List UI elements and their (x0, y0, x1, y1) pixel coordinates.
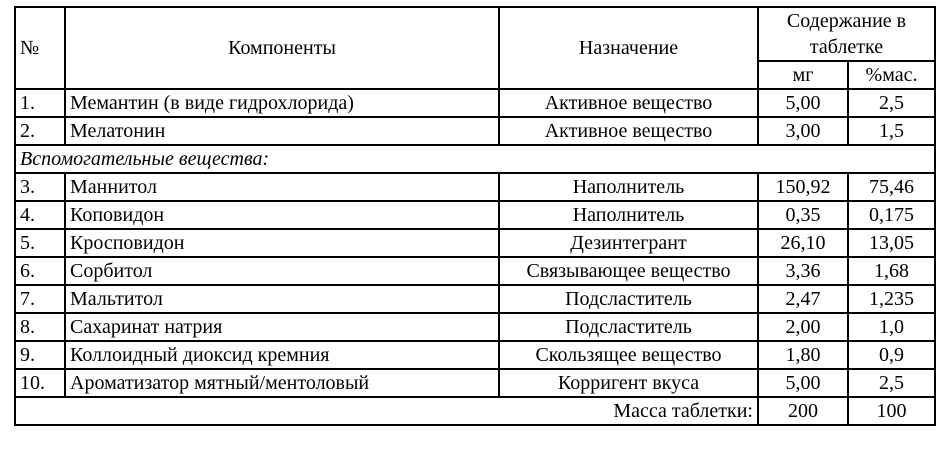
table-row (15, 313, 935, 341)
content-pct: 1,0 (848, 313, 935, 341)
content-pct: 1,68 (848, 257, 935, 285)
header-unit-pct: %мас. (848, 61, 935, 89)
row-number: 7. (15, 285, 65, 313)
table-row (15, 229, 935, 257)
row-number: 8. (15, 313, 65, 341)
component-purpose: Связывающее вещество (499, 257, 758, 285)
total-row (15, 397, 935, 425)
row-number: 2. (15, 117, 65, 145)
component-purpose: Активное вещество (499, 117, 758, 145)
total-label: Масса таблетки: (15, 397, 758, 425)
content-mg: 2,47 (758, 285, 848, 313)
row-number: 6. (15, 257, 65, 285)
content-mg: 0,35 (758, 201, 848, 229)
header-unit-mg: мг (758, 61, 848, 89)
total-pct: 100 (848, 397, 935, 425)
row-number: 3. (15, 173, 65, 201)
header-content (758, 7, 935, 61)
row-number: 9. (15, 341, 65, 369)
component-name: Коллоидный диоксид кремния (65, 341, 499, 369)
content-pct: 2,5 (848, 369, 935, 397)
component-name: Сахаринат натрия (65, 313, 499, 341)
table-row (15, 369, 935, 397)
content-mg: 1,80 (758, 341, 848, 369)
header-row (15, 7, 935, 61)
content-pct: 1,5 (848, 117, 935, 145)
component-purpose: Скользящее вещество (499, 341, 758, 369)
table-row (15, 173, 935, 201)
table-row (15, 257, 935, 285)
table-row (15, 201, 935, 229)
component-name: Маннитол (65, 173, 499, 201)
row-number: 5. (15, 229, 65, 257)
component-name: Сорбитол (65, 257, 499, 285)
table-row (15, 285, 935, 313)
content-mg: 3,36 (758, 257, 848, 285)
content-pct: 1,235 (848, 285, 935, 313)
component-purpose: Наполнитель (499, 173, 758, 201)
row-number: 4. (15, 201, 65, 229)
header-content-line2: таблетке (809, 36, 884, 58)
table-row (15, 89, 935, 117)
header-components: Компоненты (65, 7, 499, 89)
component-name: Мальтитол (65, 285, 499, 313)
content-mg: 150,92 (758, 173, 848, 201)
total-mg: 200 (758, 397, 848, 425)
content-mg: 5,00 (758, 89, 848, 117)
content-mg: 5,00 (758, 369, 848, 397)
section-label: Вспомогательные вещества: (15, 145, 935, 173)
row-number: 10. (15, 369, 65, 397)
component-name: Ароматизатор мятный/ментоловый (65, 369, 499, 397)
component-name: Мелатонин (65, 117, 499, 145)
component-name: Коповидон (65, 201, 499, 229)
component-purpose: Подсластитель (499, 313, 758, 341)
section-row (15, 145, 935, 173)
component-purpose: Наполнитель (499, 201, 758, 229)
content-pct: 2,5 (848, 89, 935, 117)
table-row (15, 341, 935, 369)
header-num: № (15, 7, 65, 89)
content-pct: 0,175 (848, 201, 935, 229)
component-purpose: Активное вещество (499, 89, 758, 117)
header-content-line1: Содержание в (786, 10, 907, 32)
composition-table (14, 6, 936, 426)
header-purpose: Назначение (499, 7, 758, 89)
content-mg: 26,10 (758, 229, 848, 257)
component-name: Кросповидон (65, 229, 499, 257)
content-pct: 13,05 (848, 229, 935, 257)
component-purpose: Дезинтегрант (499, 229, 758, 257)
component-purpose: Корригент вкуса (499, 369, 758, 397)
content-mg: 2,00 (758, 313, 848, 341)
table-row (15, 117, 935, 145)
component-name: Мемантин (в виде гидрохлорида) (65, 89, 499, 117)
component-purpose: Подсластитель (499, 285, 758, 313)
content-mg: 3,00 (758, 117, 848, 145)
content-pct: 75,46 (848, 173, 935, 201)
row-number: 1. (15, 89, 65, 117)
content-pct: 0,9 (848, 341, 935, 369)
